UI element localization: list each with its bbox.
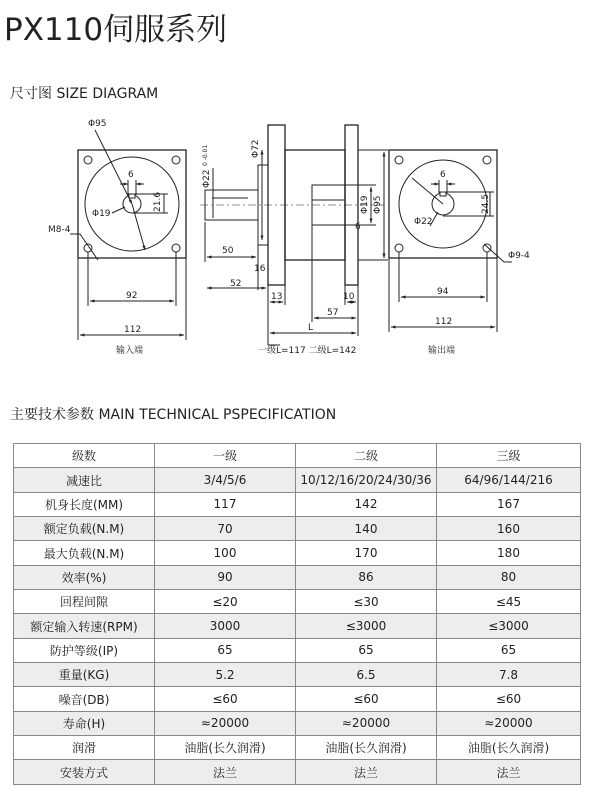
spec-cell: 3/4/5/6 — [155, 468, 296, 492]
spec-row-label: 寿命(H) — [14, 711, 155, 735]
output-holes-label: Φ9-4 — [508, 251, 530, 261]
spec-row-label: 重量(KG) — [14, 663, 155, 687]
side-d19-label: Φ19 — [360, 195, 370, 214]
output-d22-label: Φ22 — [414, 217, 433, 227]
spec-row-label: 额定输入转速(RPM) — [14, 614, 155, 638]
spec-cell: 180 — [437, 541, 581, 565]
spec-cell: 140 — [296, 517, 437, 541]
side-dim10-label: 10 — [343, 292, 355, 302]
spec-row — [14, 663, 581, 687]
side-caption: 一级L=117 二级L=142 — [258, 346, 357, 356]
spec-cell: ≤3000 — [437, 614, 581, 638]
spec-cell: 油脂(长久润滑) — [437, 736, 581, 760]
spec-row-label: 噪音(DB) — [14, 687, 155, 711]
spec-row-label: 减速比 — [14, 468, 155, 492]
spec-cell: 160 — [437, 517, 581, 541]
output-hole-spacing-label: 94 — [437, 287, 449, 297]
size-diagram-heading: 尺寸图 SIZE DIAGRAM — [10, 86, 159, 102]
spec-row-label: 最大负载(N.M) — [14, 541, 155, 565]
spec-cell: 90 — [155, 565, 296, 589]
spec-cell: 117 — [155, 492, 296, 516]
side-dim50-label: 50 — [222, 246, 234, 256]
spec-cell: ≤45 — [437, 590, 581, 614]
input-caption: 输入端 — [116, 346, 144, 356]
spec-cell: ≤3000 — [296, 614, 437, 638]
input-d95-label: Φ95 — [88, 119, 107, 129]
spec-cell: 142 — [296, 492, 437, 516]
spec-cell: 法兰 — [296, 760, 437, 785]
spec-row — [14, 760, 581, 785]
output-key-depth-label: 24.5 — [481, 193, 491, 214]
spec-row — [14, 590, 581, 614]
spec-cell: ≈20000 — [296, 711, 437, 735]
spec-row-label: 机身长度(MM) — [14, 492, 155, 516]
side-tolerance-label: 0 -0.01 — [202, 144, 209, 166]
input-d19-label: Φ19 — [92, 209, 111, 219]
spec-row — [14, 687, 581, 711]
spec-cell: 170 — [296, 541, 437, 565]
page-title: PX110伺服系列 — [4, 12, 228, 48]
input-end-view — [70, 130, 186, 340]
spec-row-label: 润滑 — [14, 736, 155, 760]
spec-row — [14, 711, 581, 735]
spec-header-cell: 级数 — [14, 444, 155, 468]
spec-header-cell: 三级 — [437, 444, 581, 468]
spec-cell: ≤20 — [155, 590, 296, 614]
spec-cell: 80 — [437, 565, 581, 589]
spec-row-label: 回程间隙 — [14, 590, 155, 614]
spec-cell: 油脂(长久润滑) — [155, 736, 296, 760]
output-end-view — [389, 150, 512, 332]
spec-header-row — [14, 444, 581, 468]
spec-cell: ≤60 — [296, 687, 437, 711]
spec-cell: 法兰 — [155, 760, 296, 785]
spec-header-cell: 一级 — [155, 444, 296, 468]
spec-row — [14, 492, 581, 516]
spec-cell: 86 — [296, 565, 437, 589]
input-thread-label: M8-4 — [48, 225, 71, 235]
spec-row — [14, 541, 581, 565]
side-dim16-label: 16 — [254, 264, 266, 274]
side-dimL-label: L — [308, 323, 314, 333]
side-dim6-label: 6 — [355, 222, 361, 232]
spec-table — [13, 443, 581, 785]
spec-cell: ≤30 — [296, 590, 437, 614]
input-square-label: 112 — [124, 325, 142, 335]
spec-cell: ≈20000 — [437, 711, 581, 735]
spec-cell: 5.2 — [155, 663, 296, 687]
input-key-width-label: 6 — [128, 170, 134, 180]
side-dim57-label: 57 — [327, 308, 339, 318]
spec-row-label: 效率(%) — [14, 565, 155, 589]
spec-cell: 6.5 — [296, 663, 437, 687]
spec-cell: 3000 — [155, 614, 296, 638]
spec-cell: 65 — [296, 638, 437, 662]
spec-row — [14, 468, 581, 492]
spec-cell: 7.8 — [437, 663, 581, 687]
spec-row-label: 安装方式 — [14, 760, 155, 785]
spec-cell: 167 — [437, 492, 581, 516]
spec-cell: 64/96/144/216 — [437, 468, 581, 492]
spec-row-label: 额定负载(N.M) — [14, 517, 155, 541]
spec-cell: 10/12/16/20/24/30/36 — [296, 468, 437, 492]
spec-row — [14, 565, 581, 589]
spec-cell: ≤60 — [437, 687, 581, 711]
side-dim13-label: 13 — [271, 292, 283, 302]
side-d72-label: Φ72 — [251, 139, 261, 158]
spec-row — [14, 736, 581, 760]
side-view — [200, 125, 388, 345]
spec-cell: ≈20000 — [155, 711, 296, 735]
output-key-width-label: 6 — [440, 170, 446, 180]
spec-cell: 65 — [437, 638, 581, 662]
spec-cell: ≤60 — [155, 687, 296, 711]
output-caption: 输出端 — [428, 346, 456, 356]
side-dim52-label: 52 — [230, 279, 242, 289]
spec-cell: 油脂(长久润滑) — [296, 736, 437, 760]
side-d95-label: Φ95 — [373, 195, 383, 214]
spec-header-cell: 二级 — [296, 444, 437, 468]
spec-cell: 70 — [155, 517, 296, 541]
spec-row — [14, 614, 581, 638]
spec-cell: 65 — [155, 638, 296, 662]
output-square-label: 112 — [435, 317, 453, 327]
size-diagram — [0, 108, 591, 360]
spec-row-label: 防护等级(IP) — [14, 638, 155, 662]
spec-cell: 100 — [155, 541, 296, 565]
spec-row — [14, 517, 581, 541]
spec-cell: 法兰 — [437, 760, 581, 785]
input-hole-spacing-label: 92 — [126, 291, 138, 301]
spec-heading: 主要技术参数 MAIN TECHNICAL PSPECIFICATION — [10, 407, 337, 423]
spec-row — [14, 638, 581, 662]
side-d22-label: Φ22 — [202, 169, 212, 188]
input-key-depth-label: 21.6 — [153, 191, 163, 212]
